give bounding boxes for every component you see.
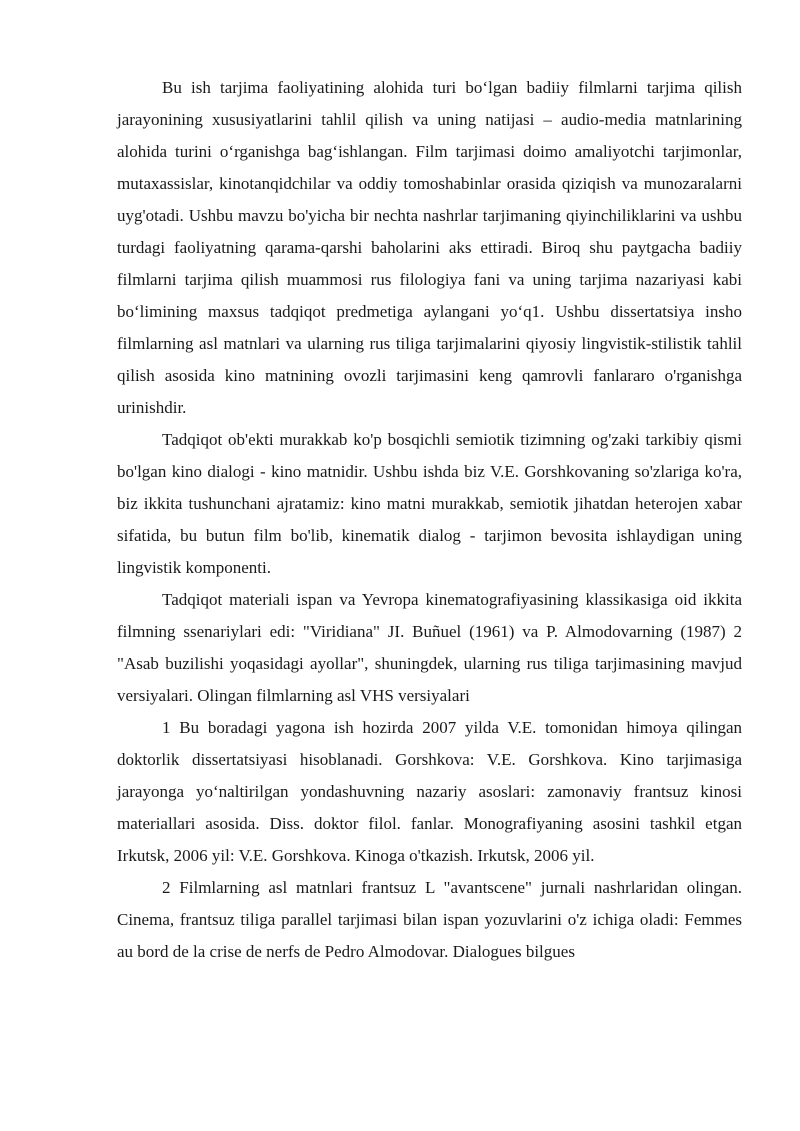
paragraph-intro: Bu ish tarjima faoliyatining alohida turi bo‘lgan badiiy filmlarni tarjima qilish jarayonining xususiyatlarini tahlil qilish va uning natijasi – audio-media matnlarining alohida turini o‘rganishga bag‘ishlangan. Film tarjimasi doimo amaliyotchi tarjimonlar, mutaxassislar, kinotanqidchilar va oddiy tomoshabinlar orasida qiziqish va munozaralarni uyg'otadi. Ushbu mavzu bo'yicha bir nechta nashrlar tarjimaning qiyinchiliklarini va ushbu turdagi faoliyatning qarama-qarshi baholarini aks ettiradi. Biroq shu paytgacha badiiy filmlarni tarjima qilish muammosi rus filologiya fani va uning tarjima nazariyasi kabi bo‘limining maxsus tadqiqot predmetiga aylangani yo‘q1. Ushbu dissertatsiya insho filmlarning asl matnlari va ularning rus tiliga tarjimalarini qiyosiy lingvistik-stilistik tahlil qilish asosida kino matnining ovozli tarjimasini keng qamrovli fanlararo o'rganishga urinishdir. <box>117 78 742 417</box>
paragraph-research-material: Tadqiqot materiali ispan va Yevropa kinematografiyasining klassikasiga oid ikkita filmning ssenariylari edi: "Viridiana" JI. Buñuel (1961) va P. Almodovarning (1987) 2 "Asab buzilishi yoqasidagi ayollar", shuningdek, ularning rus tiliga tarjimasining mavjud versiyalari. Olingan filmlarning asl VHS versiyalari <box>117 590 742 705</box>
document-body <box>117 72 742 968</box>
paragraph-research-object: Tadqiqot ob'ekti murakkab ko'p bosqichli semiotik tizimning og'zaki tarkibiy qismi bo'lgan kino dialogi - kino matnidir. Ushbu ishda biz V.E. Gorshkovaning so'zlariga ko'ra, biz ikkita tushunchani ajratamiz: kino matni murakkab, semiotik jihatdan heterojen xabar sifatida, bu butun film bo'lib, kinematik dialog - tarjimon bevosita ishlaydigan uning lingvistik komponenti. <box>117 430 742 577</box>
footnote-2: 2 Filmlarning asl matnlari frantsuz L "avantscene" jurnali nashrlaridan olingan. Cinema, frantsuz tiliga parallel tarjimasi bilan ispan yozuvlarini o'z ichiga oladi: Femmes au bord de la crise de nerfs de Pedro Almodovar. Dialogues bilgues <box>117 878 742 961</box>
footnote-1: 1 Bu boradagi yagona ish hozirda 2007 yilda V.E. tomonidan himoya qilingan doktorlik dissertatsiyasi hisoblanadi. Gorshkova: V.E. Gorshkova. Kino tarjimasiga jarayonga yo‘naltirilgan yondashuvning nazariy asoslari: zamonaviy frantsuz kinosi materiallari asosida. Diss. doktor filol. fanlar. Monografiyaning asosini tashkil etgan Irkutsk, 2006 yil: V.E. Gorshkova. Kinoga o'tkazish. Irkutsk, 2006 yil. <box>117 718 742 865</box>
